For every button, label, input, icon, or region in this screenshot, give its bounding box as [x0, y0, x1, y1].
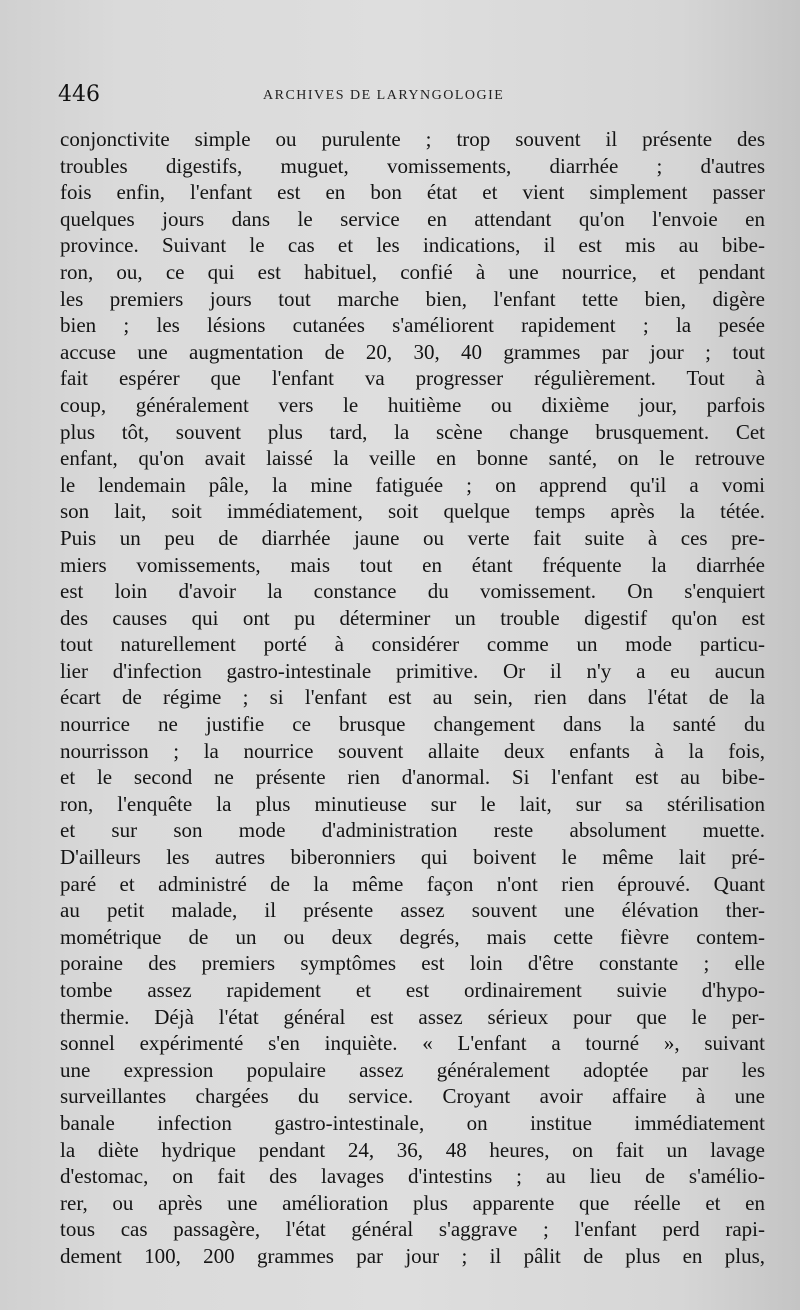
text-line: miers vomissements, mais tout en étant fréquente la diarrhée: [60, 552, 765, 577]
text-line: fait espérer que l'enfant va progresser régulièrement. Tout à: [60, 366, 765, 391]
text-line: ron, ou, ce qui est habituel, confié à une nourrice, et pendant: [60, 259, 765, 284]
text-line: conjonctivite simple ou purulente ; trop souvent il présente des: [60, 127, 765, 151]
body-text: [60, 126, 765, 1270]
text-line: troubles digestifs, muguet, vomissements, diarrhée ; d'autres: [60, 153, 765, 178]
text-line: surveillantes chargées du service. Croyant avoir affaire à une: [60, 1084, 765, 1109]
text-line: une expression populaire assez généralement adoptée par les: [60, 1057, 765, 1082]
text-line: plus tôt, souvent plus tard, la scène change brusquement. Cet: [60, 419, 765, 444]
text-line: au petit malade, il présente assez souvent une élévation ther-: [60, 898, 765, 923]
text-line: des causes qui ont pu déterminer un trouble digestif qu'on est: [60, 605, 765, 630]
page-number: 446: [58, 82, 100, 107]
text-line: et le second ne présente rien d'anormal. Si l'enfant est au bibe-: [60, 765, 765, 790]
text-line: fois enfin, l'enfant est en bon état et vient simplement passer: [60, 180, 765, 205]
text-line: son lait, soit immédiatement, soit quelque temps après la tétée.: [60, 499, 765, 524]
text-line: bien ; les lésions cutanées s'améliorent rapidement ; la pesée: [60, 313, 765, 338]
text-line: écart de régime ; si l'enfant est au sein, rien dans l'état de la: [60, 685, 765, 710]
text-line: ron, l'enquête la plus minutieuse sur le lait, sur sa stérilisation: [60, 791, 765, 816]
text-line: tombe assez rapidement et est ordinairement suivie d'hypo-: [60, 978, 765, 1002]
text-line: le lendemain pâle, la mine fatiguée ; on apprend qu'il a vomi: [60, 472, 765, 497]
text-line: lier d'infection gastro-intestinale primitive. Or il n'y a eu aucun: [60, 658, 765, 683]
text-line: paré et administré de la même façon n'ont rien éprouvé. Quant: [60, 871, 765, 896]
running-head: ARCHIVES DE LARYNGOLOGIE: [263, 88, 505, 103]
text-line: banale infection gastro-intestinale, on institue immédiatement: [60, 1110, 765, 1135]
text-line: les premiers jours tout marche bien, l'enfant tette bien, digère: [60, 286, 765, 311]
text-line: et sur son mode d'administration reste absolument muette.: [60, 818, 765, 843]
text-line: poraine des premiers symptômes est loin d'être constante ; elle: [60, 951, 765, 976]
text-line: province. Suivant le cas et les indications, il est mis au bibe-: [60, 233, 765, 258]
text-line: d'estomac, on fait des lavages d'intestins ; au lieu de s'amélio-: [60, 1164, 765, 1189]
text-line: tous cas passagère, l'état général s'aggrave ; l'enfant perd rapi-: [60, 1217, 765, 1242]
text-line: tout naturellement porté à considérer comme un mode particu-: [60, 632, 765, 657]
text-line: la diète hydrique pendant 24, 36, 48 heures, on fait un lavage: [60, 1137, 765, 1162]
text-line: accuse une augmentation de 20, 30, 40 grammes par jour ; tout: [60, 339, 765, 364]
page-header: [58, 82, 748, 112]
text-line: quelques jours dans le service en attendant qu'on l'envoie en: [60, 206, 765, 231]
text-line: est loin d'avoir la constance du vomissement. On s'enquiert: [60, 579, 765, 604]
text-line: D'ailleurs les autres biberonniers qui boivent le même lait pré-: [60, 845, 765, 870]
text-line: Puis un peu de diarrhée jaune ou verte fait suite à ces pre-: [60, 525, 765, 550]
text-line: mométrique de un ou deux degrés, mais cette fièvre contem-: [60, 924, 765, 949]
text-line: coup, généralement vers le huitième ou dixième jour, parfois: [60, 392, 765, 417]
text-line: dement 100, 200 grammes par jour ; il pâlit de plus en plus,: [60, 1243, 765, 1268]
text-line: enfant, qu'on avait laissé la veille en bonne santé, on le retrouve: [60, 446, 765, 471]
text-line: nourrisson ; la nourrice souvent allaite deux enfants à la fois,: [60, 738, 765, 763]
text-line: sonnel expérimenté s'en inquiète. « L'enfant a tourné », suivant: [60, 1031, 765, 1056]
text-line: rer, ou après une amélioration plus apparente que réelle et en: [60, 1190, 765, 1215]
text-line: thermie. Déjà l'état général est assez sérieux pour que le per-: [60, 1004, 765, 1029]
text-line: nourrice ne justifie ce brusque changement dans la santé du: [60, 712, 765, 737]
